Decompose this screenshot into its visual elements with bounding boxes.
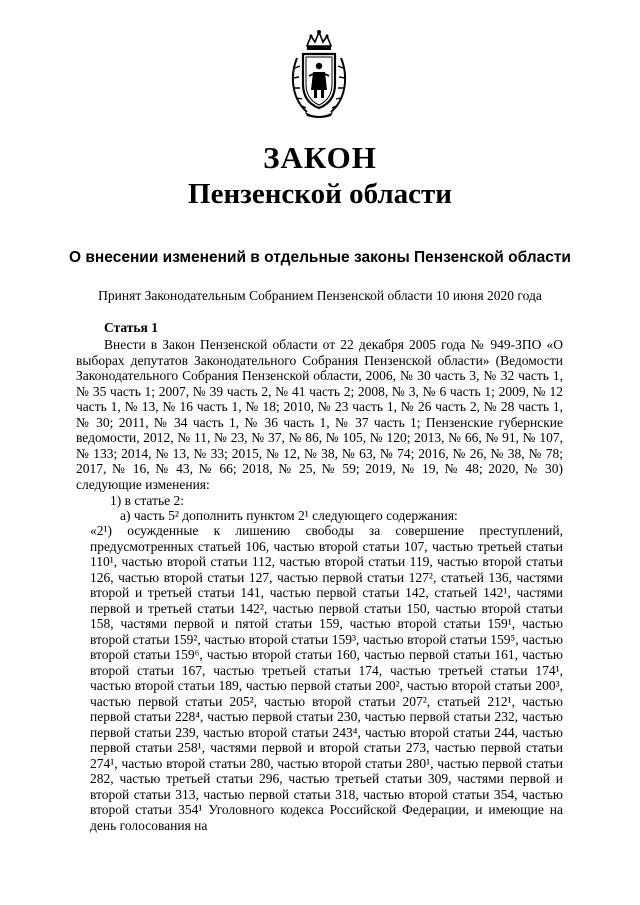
article-title: Статья 1 — [104, 320, 158, 335]
document-heading: О внесении изменений в отдельные законы Пензенской области — [69, 249, 571, 266]
law-subtitle: Пензенской области — [188, 178, 452, 210]
article-intro-paragraph: Внести в Закон Пензенской области от 22 декабря 2005 года № 949-ЗПО «О выборах депутатов Законодательного Собрания Пензенской области» (Ведомости Законодательного Собрания Пензенской области, 2006, № 30 часть 3, № 32 часть 1, № 35 часть 1; 2007, № 39 часть 2, № 41 часть 2; 2008, № 3, № 6 часть 1; 2009, № 12 часть 1, № 13, № 16 часть 1, № 18; 2010, № 23 часть 1, № 26 часть 2, № 28 часть 1, № 30; 2011, № 34 часть 1, № 36 часть 1, № 37 часть 1; Пензенские губернские ведомости, 2012, № 11, № 23, № 37, № 86, № 105, № 120; 2013, № 66, № 91, № 107, № 133; 2014, № 13, № 33; 2015, № 12, № 38, № 63, № 74; 2016, № 26, № 38, № 78; 2017, № 16, № 43, № 66; 2018, № 25, № 59; 2019, № 19, № 48; 2020, № 30) следующие изменения: — [76, 337, 563, 492]
list-item-a: а) часть 5² дополнить пунктом 2¹ следующего содержания: — [120, 508, 458, 523]
adoption-line: Принят Законодательным Собранием Пензенской области 10 июня 2020 года — [98, 288, 542, 303]
list-item-1: 1) в статье 2: — [110, 493, 184, 508]
law-title: ЗАКОН — [263, 140, 377, 175]
coat-of-arms-emblem — [287, 28, 351, 120]
quoted-amendment-paragraph: «2¹) осужденные к лишению свободы за совершение преступлений, предусмотренных статьей 106, частью второй статьи 107, частью третьей статьи 110¹, частью второй статьи 112, частью второй статьи 119, частью второй статьи 126, частью второй статьи 127, частью первой статьи 127², статьей 136, частями второй и третьей статьи 141, частью первой статьи 142, статьей 142¹, частями первой и третьей статьи 142², частью первой статьи 150, частью второй статьи 158, частями первой и пятой статьи 159, частью второй статьи 159¹, частью второй статьи 159², частью второй статьи 159³, частью второй статьи 159⁵, частью второй статьи 159⁶, частью второй статьи 160, частью первой статьи 161, частью второй статьи 167, частью третьей статьи 174, частью третьей статьи 174¹, частью второй статьи 189, частью первой статьи 200², частью второй статьи 200³, частью первой статьи 205², частью второй статьи 207², статьей 212¹, частью первой статьи 228⁴, частью первой статьи 230, частью первой статьи 232, частью первой статьи 239, частью второй статьи 243⁴, частью второй статьи 244, частью первой статьи 258¹, частями первой и второй статьи 273, частью первой статьи 274¹, частью второй статьи 280, частью второй статьи 280¹, частью первой статьи 282, частью третьей статьи 296, частью третьей статьи 309, частями первой и второй статьи 313, частью первой статьи 318, частью второй статьи 354, частью второй статьи 354¹ Уголовного кодекса Российской Федерации, и имеющие на день голосования на — [90, 523, 563, 833]
